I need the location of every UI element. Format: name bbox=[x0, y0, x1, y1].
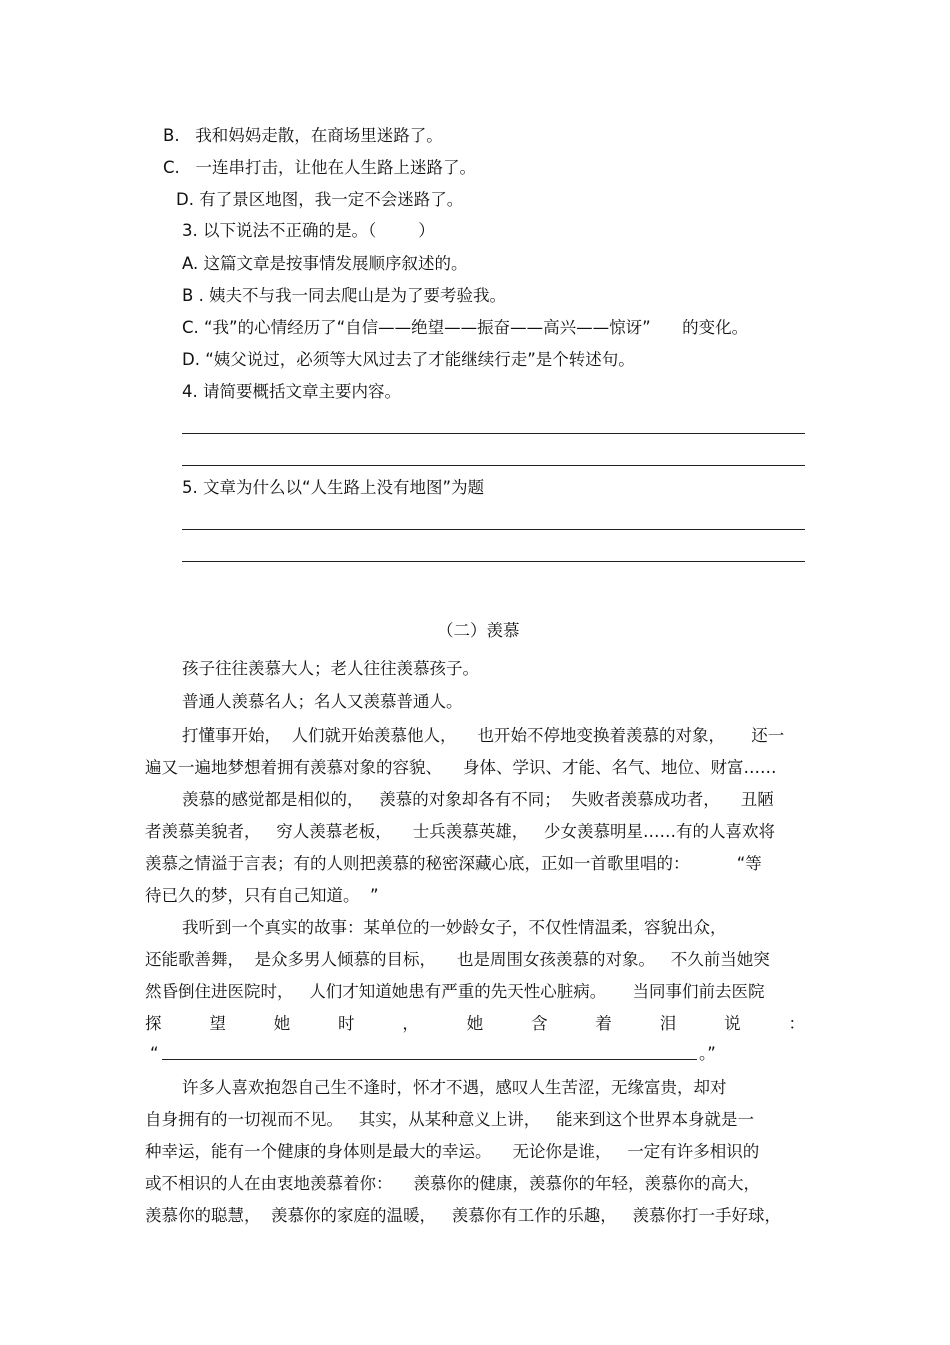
q3-stem: 3. 以下说法不正确的是。（ ） bbox=[182, 221, 435, 240]
q3-option-a: A. 这篇文章是按事情发展顺序叙述的。 bbox=[182, 254, 468, 273]
spread-char: ： bbox=[788, 1014, 805, 1033]
q2-option-c: C. 一连串打击，让他在人生路上迷路了。 bbox=[163, 158, 477, 177]
paragraph-line: 我听到一个真实的故事：某单位的一妙龄女子，不仅性情温柔，容貌出众， bbox=[182, 918, 727, 937]
q4-answer-line-1[interactable] bbox=[182, 433, 805, 434]
fill-in-blank[interactable] bbox=[162, 1059, 697, 1060]
spread-char: 望 bbox=[209, 1014, 226, 1033]
spread-char: 含 bbox=[531, 1014, 548, 1033]
paragraph-line: 羡慕之情溢于言表；有的人则把羡慕的秘密深藏心底，正如一首歌里唱的： “等 bbox=[145, 854, 762, 873]
paragraph-line: 种幸运，能有一个健康的身体则是最大的幸运。 无论你是谁， 一定有许多相识的 bbox=[145, 1142, 760, 1161]
spread-line bbox=[145, 1013, 805, 1035]
paragraph-line: 自身拥有的一切视而不见。 其实，从某种意义上讲， 能来到这个世界本身就是一 bbox=[145, 1110, 754, 1129]
paragraph-line: 羡慕的感觉都是相似的， 羡慕的对象却各有不同； 失败者羡慕成功者， 丑陋 bbox=[182, 790, 774, 809]
passage-title: （二）羡慕 bbox=[437, 621, 520, 640]
paragraph-line: 羡慕你的聪慧， 羡慕你的家庭的温暖， 羡慕你有工作的乐趣， 羡慕你打一手好球， bbox=[145, 1206, 781, 1225]
q2-option-d: D. 有了景区地图，我一定不会迷路了。 bbox=[176, 190, 464, 209]
paragraph-line: 还能歌善舞， 是众多男人倾慕的目标， 也是周围女孩羡慕的对象。 不久前当她突 bbox=[145, 950, 770, 969]
q4-answer-line-2[interactable] bbox=[182, 465, 805, 466]
paragraph-line: 然昏倒住进医院时， 人们才知道她患有严重的先天性心脏病。 当同事们前去医院 bbox=[145, 982, 765, 1001]
paragraph-line: 遍又一遍地梦想着拥有羡慕对象的容貌、 身体、学识、才能、名气、地位、财富…… bbox=[145, 758, 777, 777]
spread-char: 时 bbox=[338, 1014, 355, 1033]
paragraph-line: 孩子往往羡慕大人；老人往往羡慕孩子。 bbox=[182, 659, 479, 678]
q3-option-d: D. “姨父说过，必须等大风过去了才能继续行走”是个转述句。 bbox=[182, 350, 635, 369]
paragraph-line: 打懂事开始， 人们就开始羡慕他人， 也开始不停地变换着羡慕的对象， 还一 bbox=[182, 726, 785, 745]
q2-option-b: B. 我和妈妈走散，在商场里迷路了。 bbox=[163, 126, 443, 145]
paragraph-line: 许多人喜欢抱怨自己生不逢时，怀才不遇，感叹人生苦涩，无缘富贵，却对 bbox=[182, 1078, 727, 1097]
paragraph-line: 者羡慕美貌者， 穷人羡慕老板， 士兵羡慕英雄， 少女羡慕明星……有的人喜欢将 bbox=[145, 822, 775, 841]
spread-char: 她 bbox=[273, 1014, 291, 1033]
quote-close: 。” bbox=[699, 1044, 716, 1063]
q3-option-b: B . 姨夫不与我一同去爬山是为了要考验我。 bbox=[182, 286, 507, 305]
spread-char: 说 bbox=[724, 1014, 741, 1033]
paragraph-line: 普通人羡慕名人；名人又羡慕普通人。 bbox=[182, 692, 463, 711]
q5-stem: 5. 文章为什么以“人生路上没有地图”为题 bbox=[182, 478, 485, 497]
quote-open: “ bbox=[150, 1044, 159, 1063]
paragraph-line: 待已久的梦，只有自己知道。 ” bbox=[145, 886, 379, 905]
q4-stem: 4. 请简要概括文章主要内容。 bbox=[182, 382, 401, 401]
q5-answer-line-2[interactable] bbox=[182, 561, 805, 562]
spread-char: 探 bbox=[145, 1014, 162, 1033]
paragraph-line: 或不相识的人在由衷地羡慕着你： 羡慕你的健康，羡慕你的年轻，羡慕你的高大， bbox=[145, 1174, 760, 1193]
q5-answer-line-1[interactable] bbox=[182, 529, 805, 530]
q3-option-c: C. “我”的心情经历了“自信——绝望——振奋——高兴——惊讶” 的变化。 bbox=[182, 318, 749, 337]
spread-char: 泪 bbox=[659, 1014, 677, 1033]
spread-char: 她 bbox=[466, 1014, 484, 1033]
spread-char: 着 bbox=[595, 1014, 612, 1033]
spread-char: ， bbox=[402, 1014, 419, 1033]
